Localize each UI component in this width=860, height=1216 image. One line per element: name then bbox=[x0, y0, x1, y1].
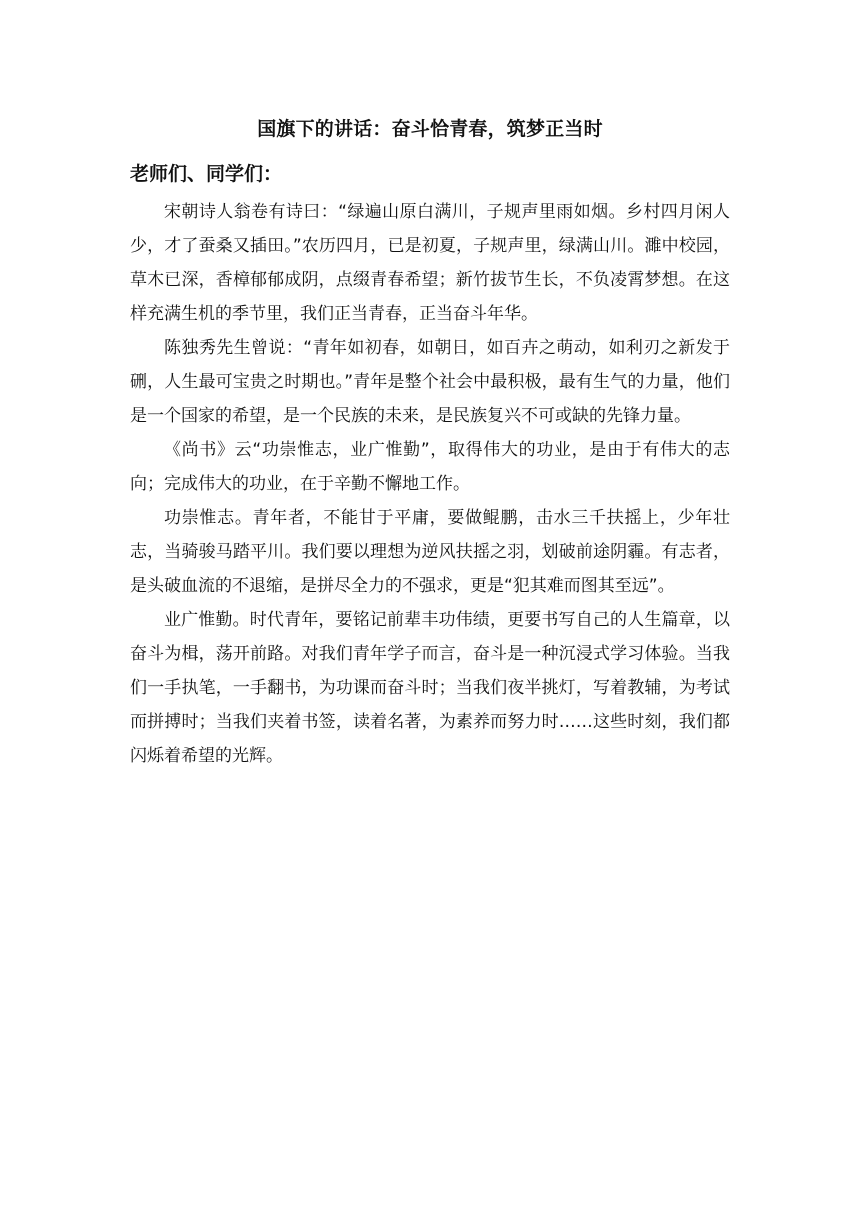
paragraph: 宋朝诗人翁卷有诗曰：“绿遍山原白满川，子规声里雨如烟。乡村四月闲人少，才了蚕桑又插田。”农历四月，已是初夏，子规声里，绿满山川。濉中校园，草木已深，香樟郁郁成阴，点缀青春希望；新竹拔节生长，不负凌霄梦想。在这样充满生机的季节里，我们正当青春，正当奋斗年华。 bbox=[130, 202, 730, 324]
paragraph: 《尚书》云“功崇惟志，业广惟勤”，取得伟大的功业，是由于有伟大的志向；完成伟大的功业，在于辛勤不懈地工作。 bbox=[130, 440, 730, 494]
paragraph: 功崇惟志。青年者，不能甘于平庸，要做鲲鹏，击水三千扶摇上，少年壮志，当骑骏马踏平川。我们要以理想为逆风扶摇之羽，划破前途阴霾。有志者，是头破血流的不退缩，是拼尽全力的不强求，更是“犯其难而图其至远”。 bbox=[130, 508, 730, 596]
document-body bbox=[130, 195, 730, 773]
document-title: 国旗下的讲话：奋斗恰青春，筑梦正当时 bbox=[257, 118, 603, 140]
salutation: 老师们、同学们： bbox=[130, 163, 283, 185]
paragraph: 业广惟勤。时代青年，要铭记前辈丰功伟绩，更要书写自己的人生篇章，以奋斗为楫，荡开前路。对我们青年学子而言，奋斗是一种沉浸式学习体验。当我们一手执笔，一手翻书，为功课而奋斗时；当我们夜半挑灯，写着教辅，为考试而拼搏时；当我们夹着书签，读着名著，为素养而努力时……这些时刻，我们都闪烁着希望的光辉。 bbox=[130, 610, 730, 766]
paragraph: 陈独秀先生曾说：“青年如初春，如朝日，如百卉之萌动，如利刃之新发于硎，人生最可宝贵之时期也。”青年是整个社会中最积极，最有生气的力量，他们是一个国家的希望，是一个民族的未来，是民族复兴不可或缺的先锋力量。 bbox=[130, 338, 730, 426]
